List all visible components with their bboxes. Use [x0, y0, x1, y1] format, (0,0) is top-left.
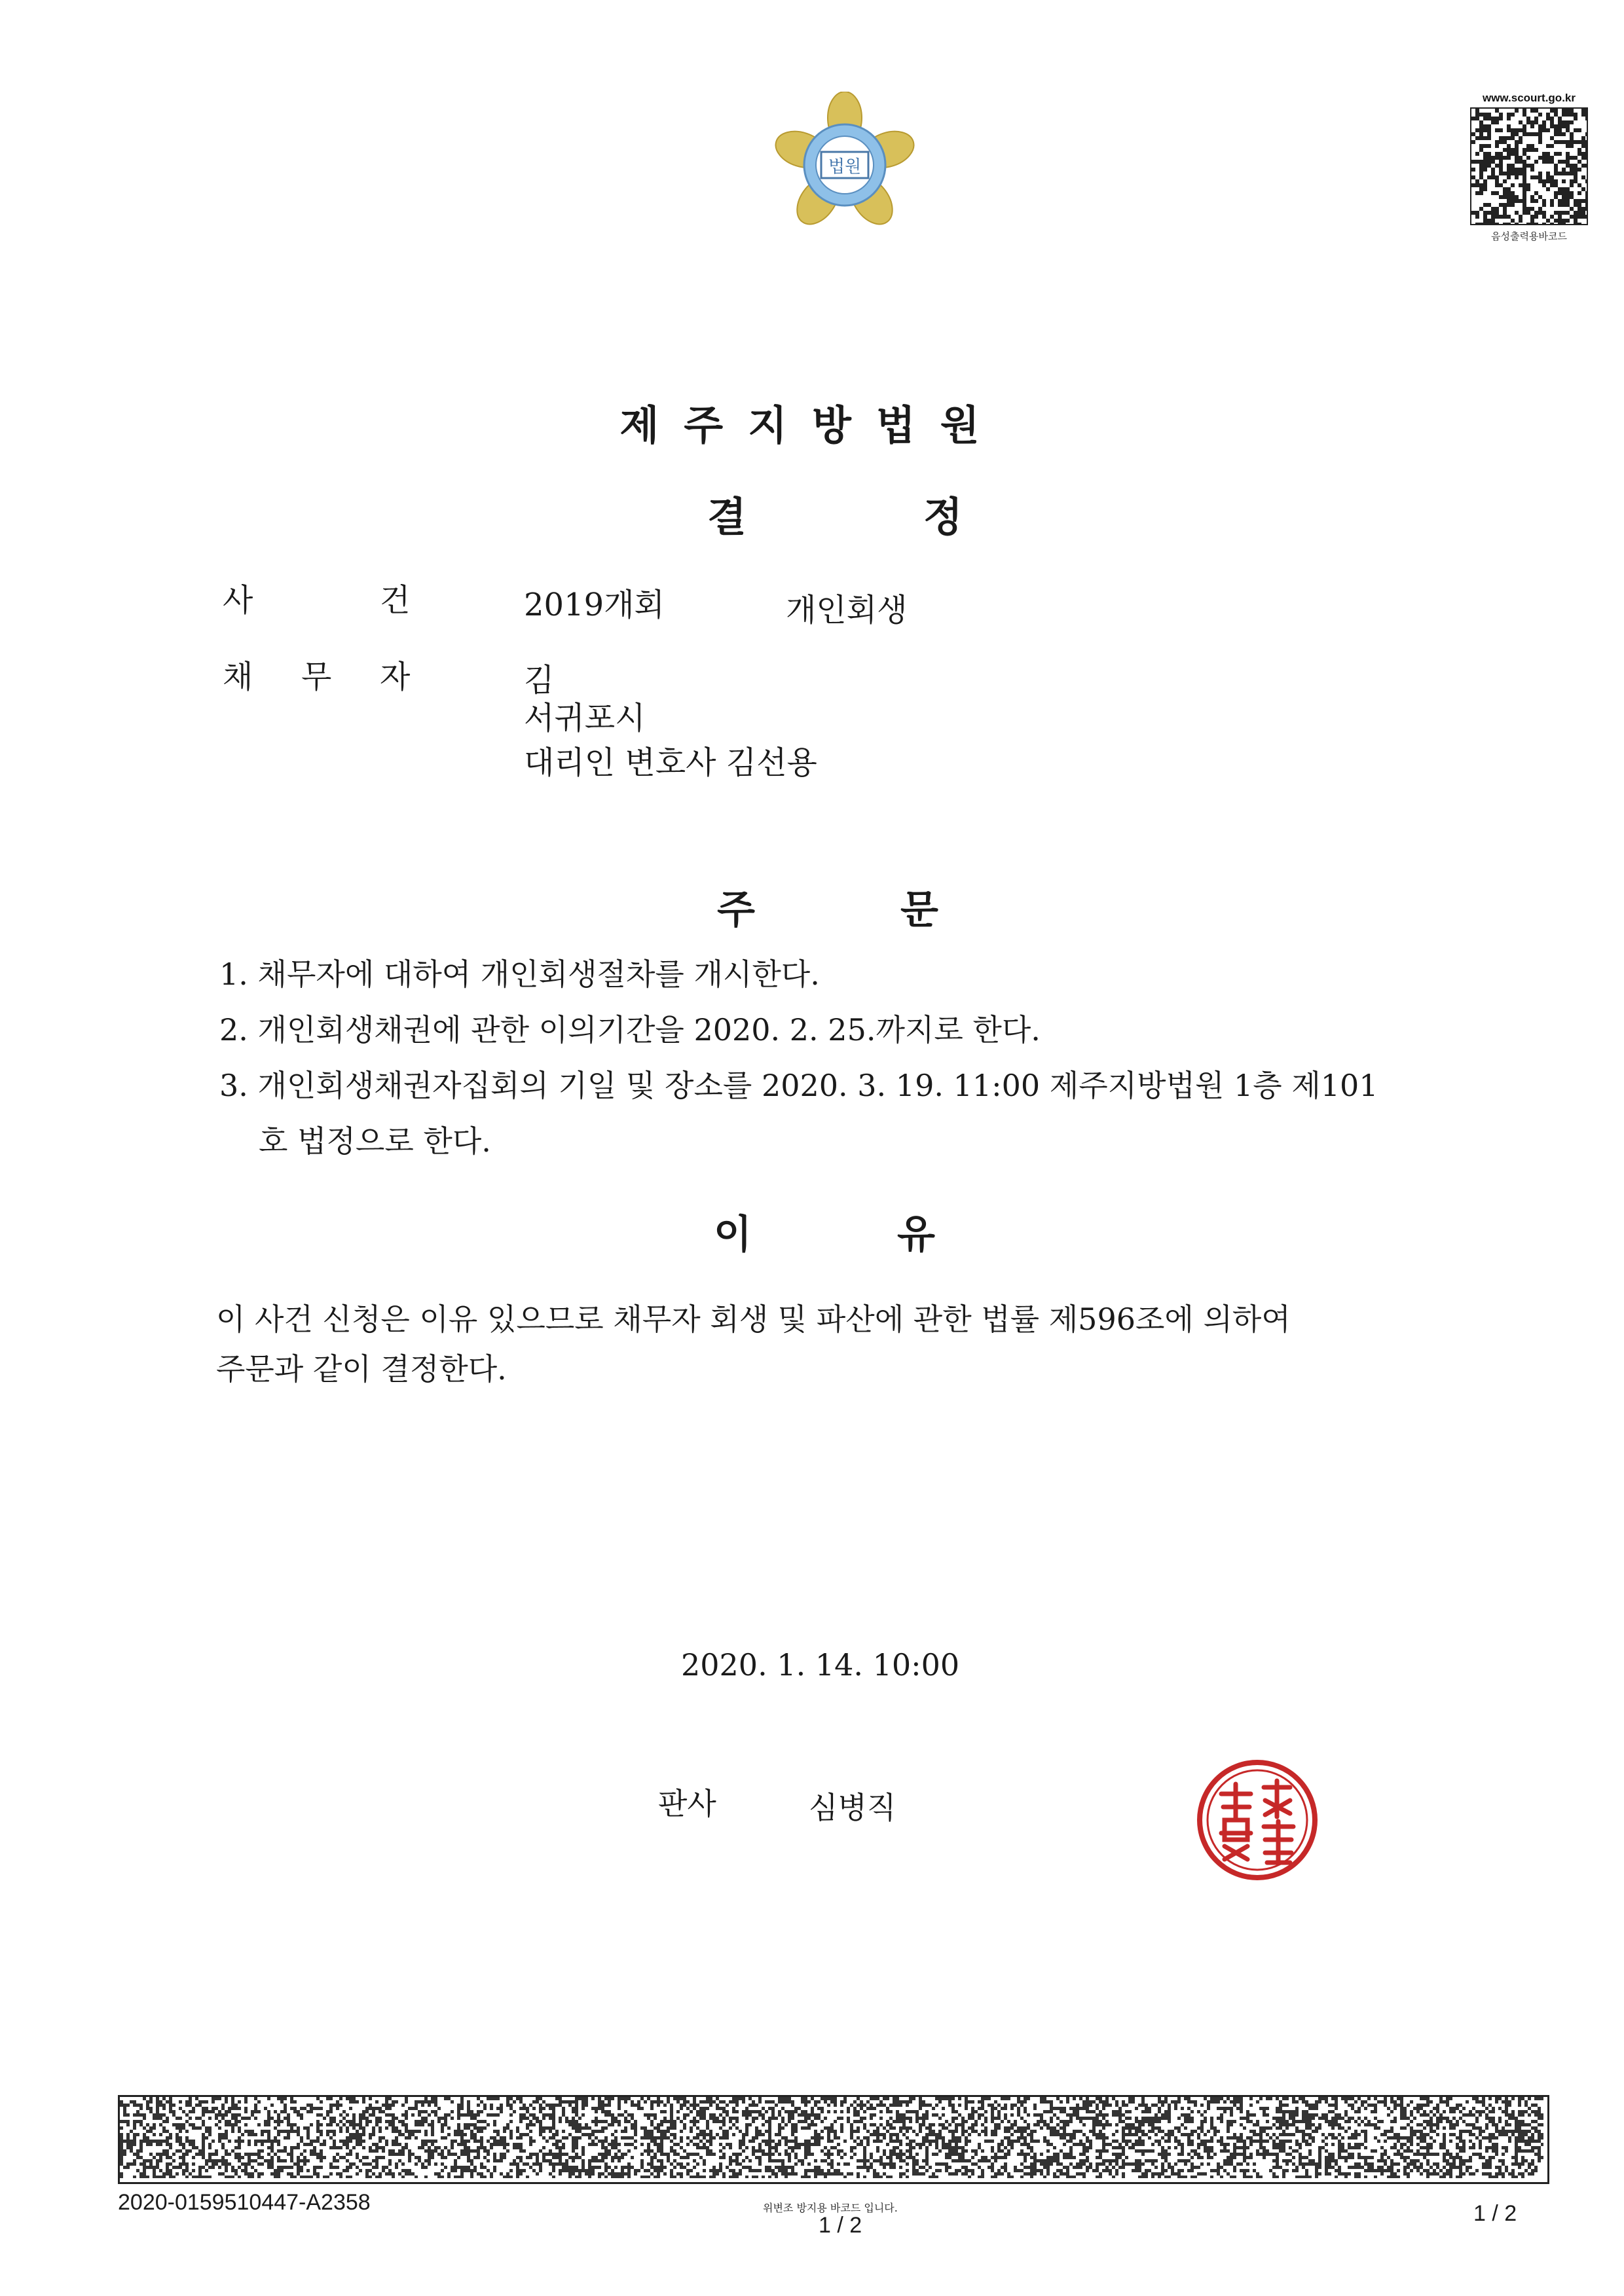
reason-line-1: 이 사건 신청은 이유 있으므로 채무자 회생 및 파산에 관한 법률 제596조에 의하여 [216, 1302, 1291, 1337]
case-label-sa: 사 [223, 582, 253, 619]
debtor-label-ja: 자 [380, 659, 411, 695]
order-heading-left: 주 [717, 887, 755, 933]
court-name: 제주지방법원 [619, 401, 1005, 449]
page-number-right: 1 / 2 [1473, 2201, 1517, 2226]
judge-seal-stamp [1192, 1755, 1323, 1886]
order-item-3: 3. 개인회생채권자집회의 기일 및 장소를 2020. 3. 19. 11:00 제주지방법원 1층 제101 [219, 1068, 1378, 1103]
qr-caption: 음성출력용바코드 [1491, 230, 1567, 242]
qr-url: www.scourt.go.kr [1482, 92, 1576, 104]
case-label-geon: 건 [380, 582, 411, 619]
qr-code [1470, 107, 1588, 225]
judge-title: 판사 [658, 1786, 716, 1821]
reason-heading-left: 이 [714, 1212, 752, 1258]
reason-line-2: 주문과 같이 결정한다. [216, 1351, 507, 1387]
order-item-2: 2. 개인회생채권에 관한 이의기간을 2020. 2. 25.까지로 한다. [219, 1012, 1041, 1048]
court-emblem [773, 92, 917, 236]
doc-title-left: 결 [707, 493, 747, 541]
debtor-label-chae: 채 [223, 659, 253, 695]
barcode-notice: 위변조 방지용 바코드 입니다. [763, 2202, 898, 2214]
debtor-label-mu: 무 [301, 659, 332, 695]
debtor-address: 서귀포시 [524, 700, 646, 737]
document-id: 2020-0159510447-A2358 [118, 2190, 371, 2215]
order-item-1: 1. 채무자에 대하여 개인회생절차를 개시한다. [219, 957, 820, 992]
voice-output-qr [1464, 92, 1595, 242]
order-heading-right: 문 [900, 887, 938, 933]
decision-datetime: 2020. 1. 14. 10:00 [681, 1647, 960, 1683]
order-item-3-cont: 호 법정으로 한다. [259, 1123, 491, 1159]
case-number: 2019개회 [524, 587, 665, 623]
doc-title-right: 정 [923, 493, 963, 541]
debtor-agent: 대리인 변호사 김선용 [524, 744, 817, 781]
judge-name: 심병직 [809, 1790, 896, 1825]
emblem-text: 법원 [828, 157, 862, 177]
debtor-name: 김 [524, 662, 555, 699]
anti-forgery-barcode [118, 2095, 1549, 2184]
reason-heading-right: 유 [897, 1212, 935, 1258]
case-type: 개인회생 [786, 592, 908, 629]
page-number-center: 1 / 2 [819, 2213, 862, 2238]
